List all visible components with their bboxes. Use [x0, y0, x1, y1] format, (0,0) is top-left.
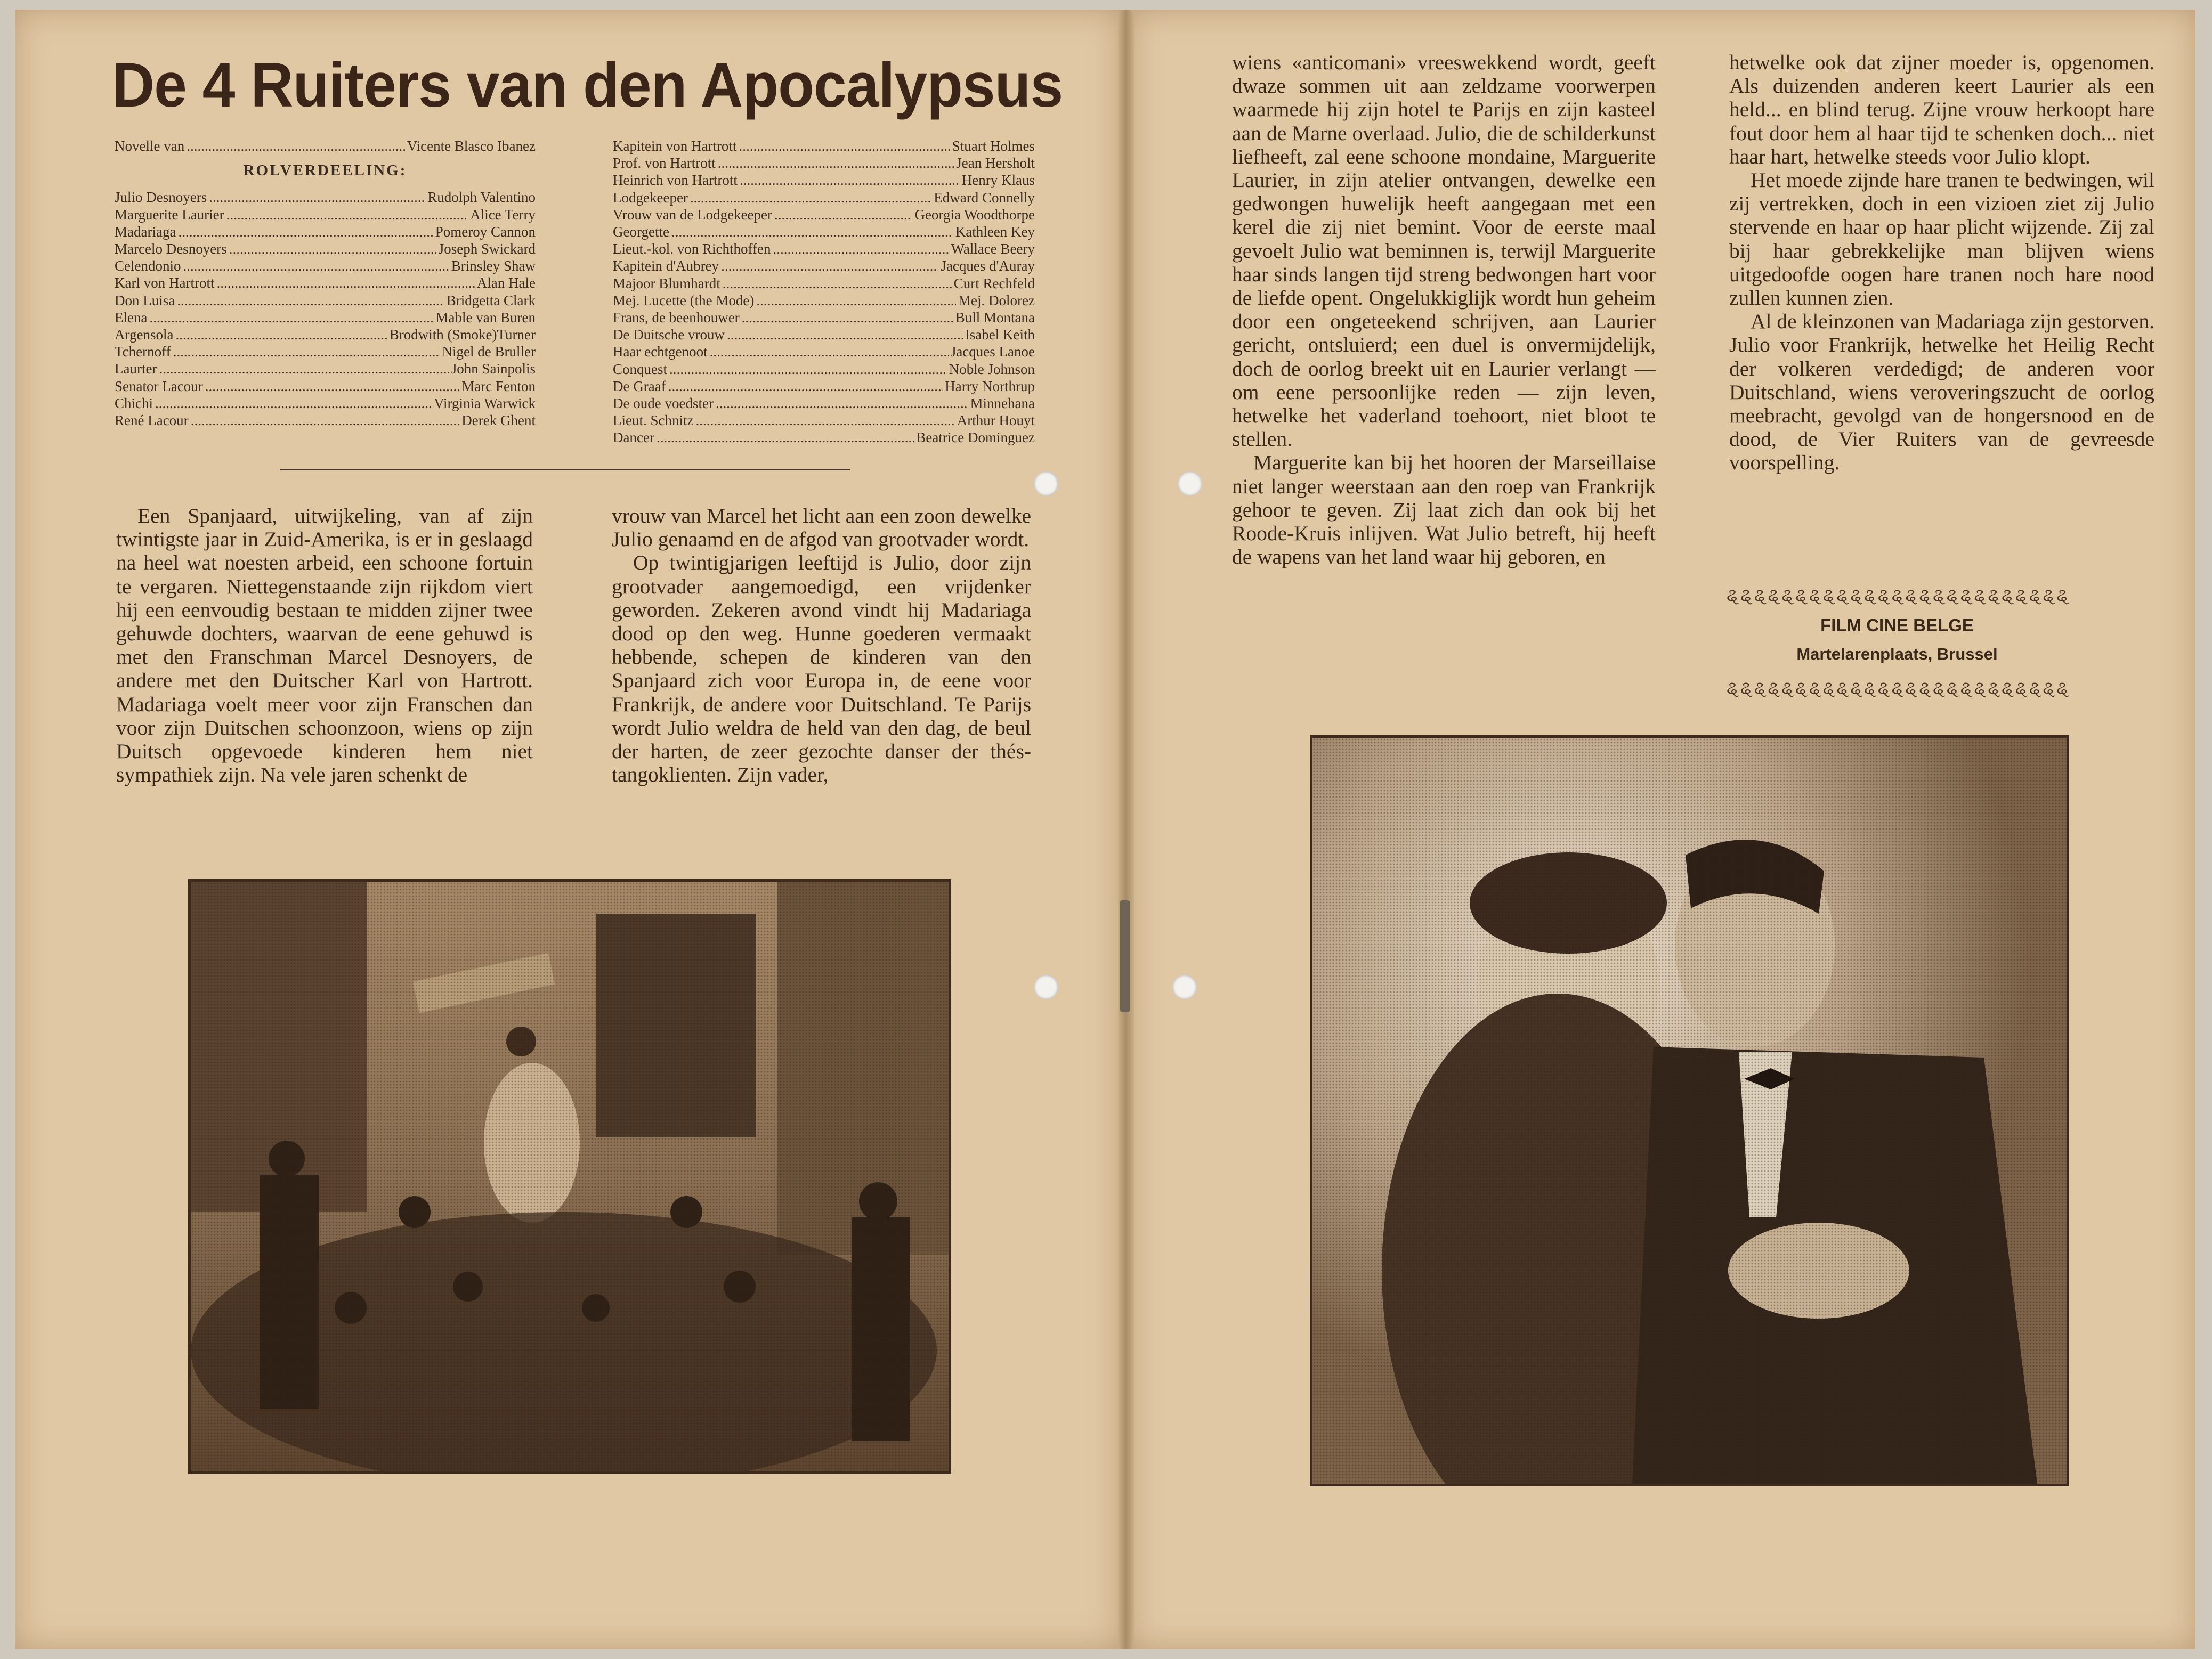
cast-actor: Kathleen Key — [955, 224, 1035, 240]
cast-role: Chichi — [115, 395, 153, 411]
cast-role: Georgette — [613, 224, 669, 240]
cast-row — [613, 206, 1035, 223]
cast-row — [613, 326, 1035, 343]
cast-role: Argensola — [115, 327, 174, 343]
cast-role: Majoor Blumhardt — [613, 275, 720, 291]
cast-role: De oude voedster — [613, 395, 714, 412]
story-column-1: Een Spanjaard, uitwijkeling, van af zijn twintigste jaar in Zuid-Amerika, is er in geslaagd na heel wat noesten arbeid, een schoone fortuin te vergaren. Niettegenstaande zijn rijkdom viert hij een eenvoudig bestaan te midden zijner twee gehuwde dochters, waarvan de eene gehuwd is met den Franschman Marcel Desnoyers, de andere met den Duitscher Karl von Hartrott. Madariaga voelt meer voor zijn Franschen dan voor zijn Duitschen schoonzoon, wiens op zijn Duitsch opgevoede kinderen hem niet sympathiek zijn. Na vele jaren schenkt de — [116, 504, 533, 787]
cast-row — [613, 240, 1035, 257]
cast-list-right — [613, 137, 1035, 446]
punch-hole — [1178, 471, 1202, 496]
cast-actor: Beatrice Dominguez — [916, 429, 1035, 446]
cast-actor: Mable van Buren — [435, 309, 536, 326]
cast-actor: Derek Ghent — [461, 412, 536, 429]
cast-row — [115, 309, 536, 326]
cast-role: Lodgekeeper — [613, 189, 688, 206]
cast-row — [613, 343, 1035, 360]
cast-role: De Duitsche vrouw — [613, 327, 725, 343]
cast-row — [115, 292, 536, 309]
cast-row — [115, 360, 536, 377]
cast-actor: Joseph Swickard — [438, 241, 536, 257]
cast-actor: Henry Klaus — [961, 172, 1035, 189]
cast-row — [613, 378, 1035, 395]
cast-heading: ROLVERDEELING: — [243, 162, 407, 180]
cast-row — [115, 326, 536, 343]
photo-dance-scene — [188, 879, 951, 1474]
cast-row — [115, 223, 536, 240]
cast-actor: Harry Northrup — [945, 378, 1035, 394]
cast-role: Elena — [115, 309, 148, 326]
cast-actor: Isabel Keith — [965, 327, 1035, 343]
cast-row — [613, 412, 1035, 429]
cast-actor: Noble Johnson — [949, 361, 1035, 377]
cast-actor: Curt Rechfeld — [953, 275, 1035, 291]
cast-row — [613, 189, 1035, 206]
cast-role: Julio Desnoyers — [115, 189, 207, 206]
cast-row — [613, 275, 1035, 292]
cast-actor: Jean Hersholt — [956, 155, 1035, 172]
cast-role: Kapitein d'Aubrey — [613, 258, 719, 274]
cast-role: Kapitein von Hartrott — [613, 138, 737, 154]
cast-row — [613, 223, 1035, 240]
cast-role: Haar echtgenoot — [613, 344, 708, 360]
cast-row — [115, 240, 536, 257]
cast-row — [115, 412, 536, 429]
cast-actor: Minnehana — [970, 395, 1035, 412]
publisher-address: Martelarenplaats, Brussel — [1796, 645, 1998, 663]
cast-role: Celendonio — [115, 258, 181, 274]
cast-row — [613, 395, 1035, 412]
couple-portrait-image — [1312, 738, 2067, 1484]
cast-role: Madariaga — [115, 223, 176, 240]
ornament-rule-bottom: ୡୡୡୡୡୡୡୡୡୡୡୡୡୡୡୡୡୡୡୡୡୡୡୡୡ — [1727, 678, 2070, 699]
cast-role: Lieut.-kol. von Richthoffen — [613, 241, 771, 257]
cast-role: Karl von Hartrott — [115, 275, 215, 291]
story-column-2: vrouw van Marcel het licht aan een zoon dewelke Julio genaamd en de afgod van grootvader wordt. Op twintigjarigen leeftijd is Julio, door zijn grootvader aangemoedigd, een vrijdenker geworden. Zekeren avond vindt hij Madariaga dood op den weg. Hunne goederen vermaakt hebbende, schepen de kinderen van den Spanjaard zich voor Europa in, de eene voor Frankrijk, de andere voor Duitschland. Te Parijs wordt Julio weldra de held van den dag, de beul der harten, de zeer gezochte danser der thés-tangoklienten. Zijn vader, — [612, 504, 1031, 787]
cast-role: Conquest — [613, 361, 668, 377]
cast-role: Heinrich von Hartrott — [613, 172, 738, 189]
story-column-4: hetwelke ook dat zijner moeder is, opgenomen. Als duizenden anderen keert Laurier als een held... en blind terug. Zijne vrouw herkoopt hare fout door hem al haar tijd te schenken doch... niet haar hart, hetwelke steeds voor Julio klopt. Het moede zijnde hare tranen te bedwingen, wil zij vertrekken, doch in een vizioen ziet zij Julio stervende en haar op haar plicht wijzende. Zij zal bij haar gebrekkelijke man blijven wiens uitgedoofde oogen hare tranen noch hare nood zullen kunnen zien. Al de kleinzonen van Madariaga zijn gestorven. Julio voor Frankrijk, hetwelke het Heilig Recht der volkeren verdedigd; de anderen voor Duitschland, wiens veroveringszucht de oorlog meebracht, gevolgd van de hongersnood en de dood, de Vier Ruiters van de gevreesde voorspelling. — [1729, 51, 2154, 475]
cast-actor: Wallace Beery — [951, 241, 1035, 257]
cast-actor: Jacques Lanoe — [950, 344, 1035, 360]
cast-row — [613, 429, 1035, 446]
cast-actor: Bull Montana — [955, 310, 1035, 326]
ornament-rule-top: ୡୡୡୡୡୡୡୡୡୡୡୡୡୡୡୡୡୡୡୡୡୡୡୡୡ — [1727, 585, 2070, 606]
cast-actor: Arthur Houyt — [957, 412, 1035, 429]
divider — [280, 469, 850, 470]
cast-role: Mej. Lucette (the Mode) — [613, 292, 755, 308]
cast-row — [613, 172, 1035, 189]
cast-row — [115, 206, 536, 223]
novelle-credit: Novelle van ..... Vicente Blasco Ibanez — [115, 137, 536, 154]
cast-role: Don Luisa — [115, 292, 175, 308]
cast-role: Frans, de beenhouwer — [613, 310, 740, 326]
cast-role: Marcelo Desnoyers — [115, 241, 227, 257]
cast-role: René Lacour — [115, 412, 189, 429]
cast-actor: Alice Terry — [470, 206, 536, 223]
story-column-3: wiens «anticomani» vreeswekkend wordt, geeft dwaze sommen uit aan zeldzame voorwerpen waarmede hij zijn hotel te Parijs en zijn kasteel aan de Marne overlaad. Julio, die de schilderkunst liefheeft, zal eene schoone mondaine, Marguerite Laurier, in zijn atelier ontvangen, dewelke een gedwongen huwelijk heeft aangegaan met een kerel die zij niet bemint. Voor de eerste maal gevoelt Julio wat beminnen is, terwijl Marguerite haar sinds langen tijd streng bedwongen hart voor de liefde opent. Ongelukkiglijk wordt hun geheim door een ongeteekend schrijven, aan Laurier gericht, ontsluierd; een duel is onvermijdelijk, doch de oorlog breekt uit en Laurier verlangt — om eene persoonlijke reden — zijn leven, hetwelke het vaderland toehoort, niet bloot te stellen. Marguerite kan bij het hooren der Marseillaise niet langer weerstaan aan den roep van Frankrijk gehoor te geven. Zij laat zich dan ook bij het Roode-Kruis inlijven. Wat Julio betreft, hij heeft de wapens van het land waar hij geboren, en — [1232, 51, 1656, 569]
cast-row — [613, 154, 1035, 172]
cast-role: De Graaf — [613, 378, 666, 394]
cast-row — [613, 137, 1035, 154]
photo-couple-portrait — [1310, 735, 2069, 1486]
dance-scene-image — [191, 882, 949, 1471]
cast-actor: Pomeroy Cannon — [435, 223, 536, 240]
cast-role: Prof. von Hartrott — [613, 155, 716, 172]
cast-actor: Marc Fenton — [461, 378, 536, 394]
publisher-name: FILM CINE BELGE — [1820, 615, 1974, 635]
cast-row — [613, 309, 1035, 326]
punch-hole — [1034, 471, 1058, 496]
punch-hole — [1172, 975, 1197, 999]
cast-actor: Alan Hale — [476, 275, 536, 291]
cast-row — [115, 274, 536, 291]
cast-role: Marguerite Laurier — [115, 206, 224, 223]
cast-actor: Bridgetta Clark — [446, 292, 536, 308]
cast-role: Laurter — [115, 361, 157, 377]
cast-role: Lieut. Schnitz — [613, 412, 694, 429]
binding-gutter — [1118, 10, 1134, 1649]
cast-actor: Rudolph Valentino — [427, 189, 536, 206]
cast-row — [613, 257, 1035, 274]
cast-role: Tchernoff — [115, 344, 171, 360]
cast-row — [115, 189, 536, 206]
cast-role: Vrouw van de Lodgekeeper — [613, 206, 773, 223]
cast-actor: Virginia Warwick — [434, 395, 536, 411]
cast-actor: Stuart Holmes — [952, 138, 1035, 154]
cast-actor: Brodwith (Smoke)Turner — [389, 327, 536, 343]
cast-actor: Jacques d'Auray — [941, 258, 1035, 274]
staple — [1120, 900, 1130, 1012]
cast-actor: Nigel de Bruller — [442, 344, 536, 360]
cast-actor: John Sainpolis — [451, 361, 536, 377]
cast-role: Senator Lacour — [115, 378, 203, 394]
punch-hole — [1034, 975, 1058, 999]
cast-row — [115, 343, 536, 360]
article-title: De 4 Ruiters van den Apocalypsus — [112, 50, 1063, 120]
cast-row — [115, 257, 536, 274]
cast-row — [613, 292, 1035, 309]
cast-actor: Georgia Woodthorpe — [914, 206, 1035, 223]
cast-actor: Mej. Dolorez — [958, 292, 1035, 308]
cast-actor: Brinsley Shaw — [451, 258, 536, 274]
cast-list-left — [115, 137, 536, 429]
cast-role: Dancer — [613, 429, 654, 446]
cast-row — [613, 361, 1035, 378]
cast-actor: Edward Connelly — [934, 189, 1035, 206]
cast-row — [115, 395, 536, 412]
cast-row — [115, 378, 536, 395]
